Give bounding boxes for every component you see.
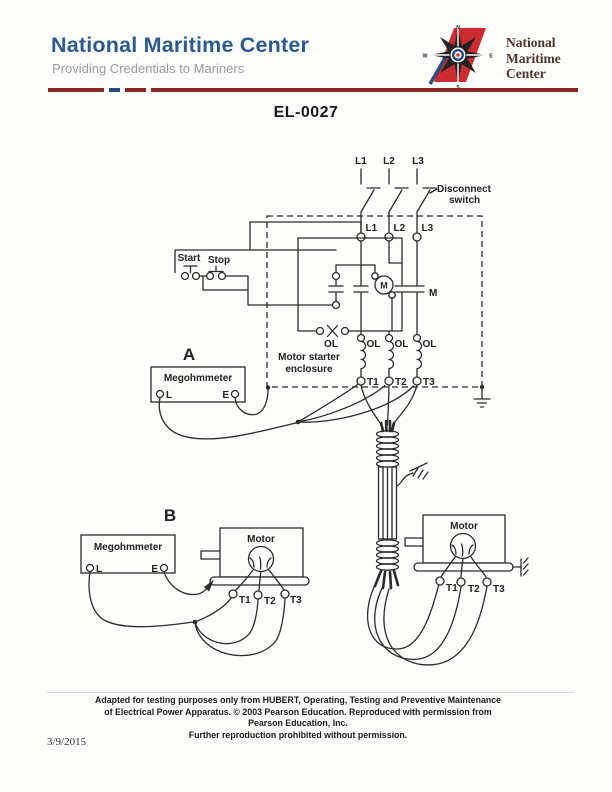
- load-terminals: [357, 377, 435, 388]
- logo-word-2: Maritime: [506, 50, 561, 66]
- enclosure-ground-icon: [474, 385, 490, 407]
- megohmmeter-a-title: Megohmmeter: [163, 373, 233, 384]
- ol-control-label: OL: [324, 339, 338, 350]
- logo-word-1: National: [506, 35, 556, 50]
- overload-contact: [317, 326, 349, 351]
- motor-left: [201, 528, 309, 607]
- load-terminal-label-t1: T1: [367, 377, 379, 388]
- enclosure-label-2: enclosure: [285, 364, 333, 375]
- motor-left-t1: T1: [239, 595, 251, 606]
- load-terminal-label-t3: T3: [423, 377, 435, 388]
- header-tagline: Providing Credentials to Mariners: [52, 61, 245, 76]
- footer-line-2: of Electrical Power Apparatus. © 2003 Pearson Education. Reproduced with permission from: [104, 706, 492, 717]
- footer-line-3: Pearson Education, Inc.: [248, 718, 348, 728]
- compass-e-label: E: [489, 53, 493, 60]
- motor-left-label: Motor: [247, 534, 275, 545]
- coil-letter: M: [380, 280, 388, 291]
- motor-right-t2: T2: [468, 584, 480, 595]
- ol-heater-label-1: OL: [366, 339, 381, 350]
- footer-credit: [0, 695, 596, 741]
- supply-label-l1: L1: [355, 156, 367, 167]
- motor-right-ground-icon: [513, 558, 528, 576]
- overload-heaters: [358, 335, 437, 378]
- enclosure-label-1: Motor starter: [278, 352, 340, 363]
- line-terminal-label-l1: L1: [365, 223, 378, 234]
- megohmmeter-b: [81, 506, 176, 575]
- start-label: Start: [177, 253, 201, 264]
- start-button: [178, 253, 201, 280]
- motor-cable: [375, 421, 399, 588]
- line-terminal-label-l3: L3: [421, 223, 434, 234]
- ol-heater-label-2: OL: [394, 339, 409, 350]
- supply-label-l3: L3: [412, 156, 424, 167]
- megohmmeter-a-l-label: L: [166, 390, 173, 401]
- megohmmeter-a: [151, 345, 245, 402]
- supply-label-l2: L2: [383, 156, 395, 167]
- control-circuit: [175, 222, 437, 350]
- motor-right: [405, 515, 528, 595]
- disconnect-label-2: switch: [449, 195, 481, 206]
- logo-word-3: Center: [506, 66, 546, 81]
- cable-braid-bottom: [377, 540, 399, 570]
- contactor-coil: [372, 273, 395, 331]
- footer-date: 3/9/2015: [47, 736, 87, 748]
- header-title: National Maritime Center: [51, 33, 310, 57]
- motor-left-t3: T3: [290, 595, 302, 606]
- stop-label: Stop: [207, 255, 231, 266]
- line-terminal-label-l2: L2: [393, 223, 406, 234]
- motor-right-t3: T3: [493, 584, 505, 595]
- footer-line-1: Adapted for testing purposes only from HUBERT, Operating, Testing and Preventive Maintenance: [94, 695, 502, 705]
- three-phase-supply: [355, 156, 424, 184]
- contact-m-label: M: [429, 288, 438, 299]
- cable-braid-top: [377, 431, 399, 467]
- page-title: EL-0027: [273, 104, 339, 121]
- motor-left-t2: T2: [264, 596, 276, 607]
- load-terminal-label-t2: T2: [395, 377, 407, 388]
- footer-line-4: Further reproduction prohibited without permission.: [188, 729, 408, 740]
- motor-right-label: Motor: [450, 521, 478, 532]
- section-b-label: B: [163, 506, 177, 525]
- megohmmeter-a-e-label: E: [222, 390, 229, 401]
- compass-w-label: W: [422, 53, 428, 60]
- cable-ground-icon: [397, 463, 429, 486]
- disconnect-label-1: Disconnect: [437, 184, 491, 195]
- section-a-label: A: [182, 345, 196, 364]
- megohmmeter-b-l-label: L: [96, 564, 103, 575]
- megohmmeter-b-title: Megohmmeter: [93, 542, 163, 553]
- enclosure-box: [267, 216, 482, 387]
- ol-heater-label-3: OL: [422, 339, 437, 350]
- cable-to-motor-leads: [368, 584, 487, 665]
- aux-contact: [329, 265, 375, 309]
- footer-rule: [47, 692, 574, 693]
- compass-n-label: N: [456, 25, 460, 31]
- megohmmeter-b-e-label: E: [151, 564, 158, 575]
- motor-right-t1: T1: [446, 583, 458, 594]
